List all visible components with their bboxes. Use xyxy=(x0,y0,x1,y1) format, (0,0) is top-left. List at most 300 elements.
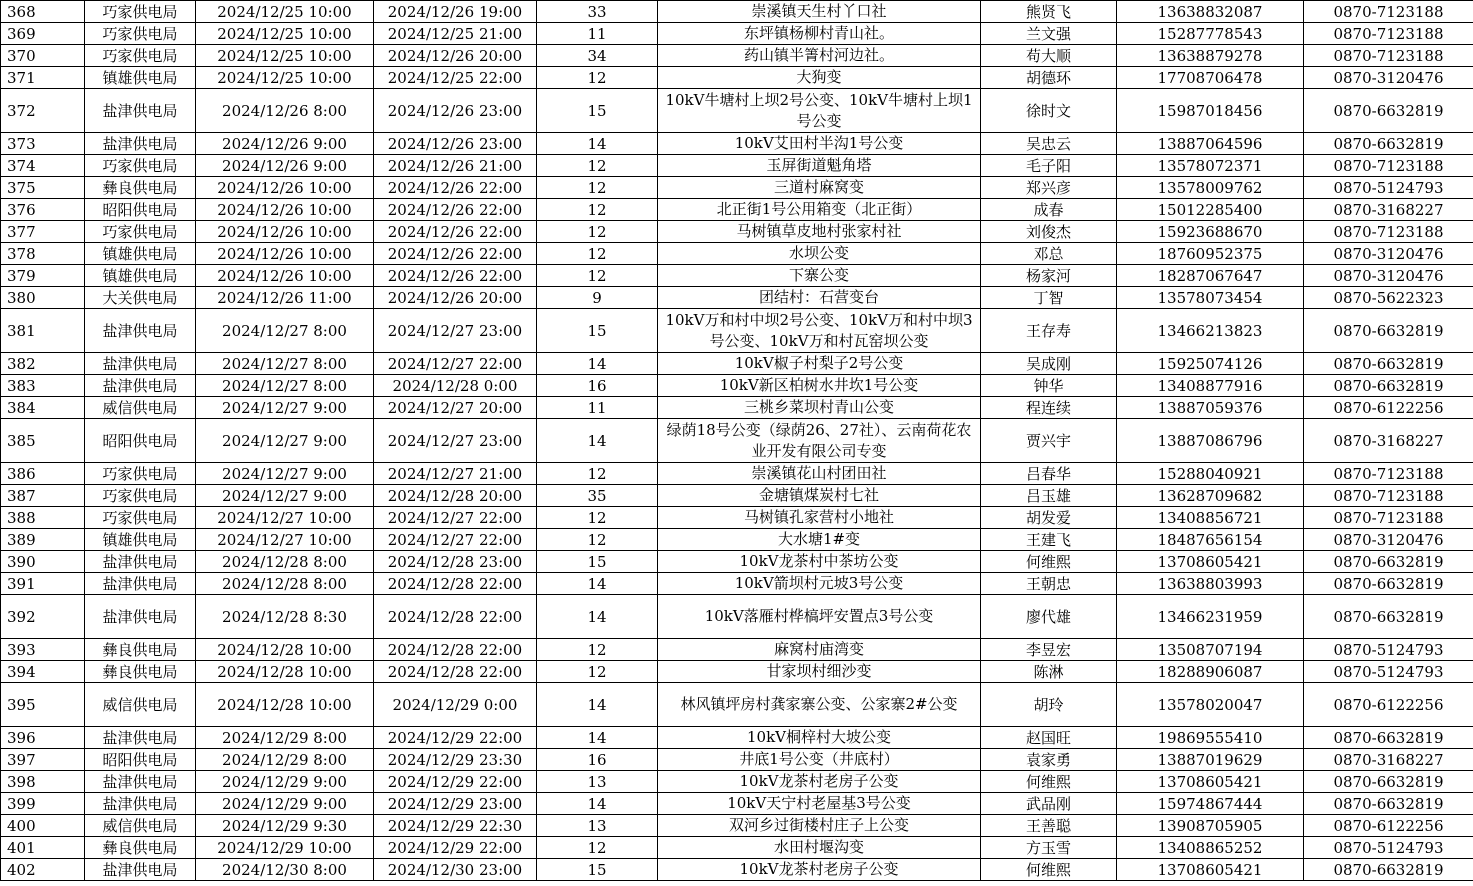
table-row xyxy=(1,529,1473,551)
end-time-cell: 2024/12/26 21:00 xyxy=(374,155,537,177)
mobile-number-cell: 13887019629 xyxy=(1117,749,1304,771)
duration-hours-cell: 12 xyxy=(537,177,658,199)
duration-hours-cell: 15 xyxy=(537,309,658,353)
outage-area-cell: 10kV桐梓村大坡公变 xyxy=(658,727,981,749)
end-time-cell: 2024/12/28 22:00 xyxy=(374,639,537,661)
end-time-cell: 2024/12/26 22:00 xyxy=(374,243,537,265)
outage-area-cell: 10kV箭坝村元坡3号公变 xyxy=(658,573,981,595)
contact-person-cell: 毛子阳 xyxy=(981,155,1117,177)
duration-hours-cell: 16 xyxy=(537,375,658,397)
end-time-cell: 2024/12/28 22:00 xyxy=(374,661,537,683)
contact-person-cell: 胡发爱 xyxy=(981,507,1117,529)
mobile-number-cell: 17708706478 xyxy=(1117,67,1304,89)
contact-person-cell: 吕春华 xyxy=(981,463,1117,485)
table-row xyxy=(1,485,1473,507)
table-row xyxy=(1,793,1473,815)
row-number-cell: 398 xyxy=(1,771,85,793)
row-number-cell: 374 xyxy=(1,155,85,177)
service-phone-cell: 0870-7123188 xyxy=(1304,155,1473,177)
row-number-cell: 382 xyxy=(1,353,85,375)
outage-area-cell: 绿荫18号公变（绿荫26、27社）、云南荷花农业开发有限公司专变 xyxy=(658,419,981,463)
duration-hours-cell: 14 xyxy=(537,573,658,595)
end-time-cell: 2024/12/27 22:00 xyxy=(374,353,537,375)
service-phone-cell: 0870-7123188 xyxy=(1304,507,1473,529)
service-phone-cell: 0870-3120476 xyxy=(1304,529,1473,551)
end-time-cell: 2024/12/26 22:00 xyxy=(374,221,537,243)
outage-area-cell: 10kV龙茶村中茶坊公变 xyxy=(658,551,981,573)
contact-person-cell: 钟华 xyxy=(981,375,1117,397)
row-number-cell: 393 xyxy=(1,639,85,661)
start-time-cell: 2024/12/28 10:00 xyxy=(196,661,374,683)
mobile-number-cell: 13408856721 xyxy=(1117,507,1304,529)
start-time-cell: 2024/12/30 8:00 xyxy=(196,859,374,881)
outage-area-cell: 药山镇半箐村河边社。 xyxy=(658,45,981,67)
service-phone-cell: 0870-6632819 xyxy=(1304,89,1473,133)
bureau-cell: 盐津供电局 xyxy=(85,859,196,881)
mobile-number-cell: 13408877916 xyxy=(1117,375,1304,397)
mobile-number-cell: 15012285400 xyxy=(1117,199,1304,221)
end-time-cell: 2024/12/26 20:00 xyxy=(374,287,537,309)
duration-hours-cell: 14 xyxy=(537,133,658,155)
bureau-cell: 镇雄供电局 xyxy=(85,243,196,265)
end-time-cell: 2024/12/26 23:00 xyxy=(374,89,537,133)
outage-area-cell: 甘家坝村细沙变 xyxy=(658,661,981,683)
table-row xyxy=(1,221,1473,243)
service-phone-cell: 0870-7123188 xyxy=(1304,1,1473,23)
contact-person-cell: 王朝忠 xyxy=(981,573,1117,595)
contact-person-cell: 徐时文 xyxy=(981,89,1117,133)
duration-hours-cell: 14 xyxy=(537,353,658,375)
table-row xyxy=(1,573,1473,595)
outage-area-cell: 10kV龙茶村老房子公变 xyxy=(658,859,981,881)
start-time-cell: 2024/12/28 8:00 xyxy=(196,551,374,573)
end-time-cell: 2024/12/29 22:00 xyxy=(374,727,537,749)
outage-area-cell: 大水塘1#变 xyxy=(658,529,981,551)
row-number-cell: 401 xyxy=(1,837,85,859)
table-row xyxy=(1,89,1473,133)
contact-person-cell: 贾兴宇 xyxy=(981,419,1117,463)
bureau-cell: 盐津供电局 xyxy=(85,89,196,133)
service-phone-cell: 0870-5124793 xyxy=(1304,661,1473,683)
mobile-number-cell: 13638879278 xyxy=(1117,45,1304,67)
table-row xyxy=(1,419,1473,463)
row-number-cell: 381 xyxy=(1,309,85,353)
row-number-cell: 369 xyxy=(1,23,85,45)
bureau-cell: 巧家供电局 xyxy=(85,45,196,67)
contact-person-cell: 邓总 xyxy=(981,243,1117,265)
service-phone-cell: 0870-6632819 xyxy=(1304,727,1473,749)
contact-person-cell: 王存寿 xyxy=(981,309,1117,353)
outage-area-cell: 金塘镇煤炭村七社 xyxy=(658,485,981,507)
contact-person-cell: 杨家河 xyxy=(981,265,1117,287)
service-phone-cell: 0870-6632819 xyxy=(1304,771,1473,793)
table-row xyxy=(1,243,1473,265)
end-time-cell: 2024/12/29 23:30 xyxy=(374,749,537,771)
service-phone-cell: 0870-3168227 xyxy=(1304,749,1473,771)
outage-area-cell: 井底1号公变（井底村） xyxy=(658,749,981,771)
start-time-cell: 2024/12/28 8:30 xyxy=(196,595,374,639)
end-time-cell: 2024/12/29 0:00 xyxy=(374,683,537,727)
end-time-cell: 2024/12/29 22:00 xyxy=(374,837,537,859)
service-phone-cell: 0870-3120476 xyxy=(1304,243,1473,265)
contact-person-cell: 方玉雪 xyxy=(981,837,1117,859)
end-time-cell: 2024/12/27 22:00 xyxy=(374,529,537,551)
bureau-cell: 巧家供电局 xyxy=(85,221,196,243)
row-number-cell: 385 xyxy=(1,419,85,463)
bureau-cell: 彝良供电局 xyxy=(85,639,196,661)
outage-area-cell: 大狗变 xyxy=(658,67,981,89)
service-phone-cell: 0870-5124793 xyxy=(1304,837,1473,859)
row-number-cell: 377 xyxy=(1,221,85,243)
contact-person-cell: 何维熙 xyxy=(981,551,1117,573)
duration-hours-cell: 12 xyxy=(537,463,658,485)
end-time-cell: 2024/12/26 19:00 xyxy=(374,1,537,23)
mobile-number-cell: 15287778543 xyxy=(1117,23,1304,45)
row-number-cell: 373 xyxy=(1,133,85,155)
bureau-cell: 巧家供电局 xyxy=(85,155,196,177)
table-row xyxy=(1,463,1473,485)
end-time-cell: 2024/12/29 22:30 xyxy=(374,815,537,837)
contact-person-cell: 廖代雄 xyxy=(981,595,1117,639)
end-time-cell: 2024/12/28 0:00 xyxy=(374,375,537,397)
bureau-cell: 巧家供电局 xyxy=(85,507,196,529)
service-phone-cell: 0870-6632819 xyxy=(1304,309,1473,353)
bureau-cell: 巧家供电局 xyxy=(85,485,196,507)
start-time-cell: 2024/12/28 10:00 xyxy=(196,683,374,727)
start-time-cell: 2024/12/26 8:00 xyxy=(196,89,374,133)
start-time-cell: 2024/12/25 10:00 xyxy=(196,67,374,89)
mobile-number-cell: 13466231959 xyxy=(1117,595,1304,639)
duration-hours-cell: 12 xyxy=(537,67,658,89)
table-row xyxy=(1,815,1473,837)
duration-hours-cell: 16 xyxy=(537,749,658,771)
contact-person-cell: 王善聪 xyxy=(981,815,1117,837)
table-row xyxy=(1,727,1473,749)
outage-area-cell: 10kV艾田村半沟1号公变 xyxy=(658,133,981,155)
end-time-cell: 2024/12/26 20:00 xyxy=(374,45,537,67)
contact-person-cell: 郑兴彦 xyxy=(981,177,1117,199)
contact-person-cell: 程连续 xyxy=(981,397,1117,419)
end-time-cell: 2024/12/25 21:00 xyxy=(374,23,537,45)
bureau-cell: 巧家供电局 xyxy=(85,463,196,485)
row-number-cell: 392 xyxy=(1,595,85,639)
table-row xyxy=(1,287,1473,309)
contact-person-cell: 吴忠云 xyxy=(981,133,1117,155)
start-time-cell: 2024/12/25 10:00 xyxy=(196,23,374,45)
duration-hours-cell: 12 xyxy=(537,199,658,221)
duration-hours-cell: 12 xyxy=(537,243,658,265)
bureau-cell: 巧家供电局 xyxy=(85,1,196,23)
start-time-cell: 2024/12/26 10:00 xyxy=(196,265,374,287)
outage-area-cell: 崇溪镇天生村丫口社 xyxy=(658,1,981,23)
bureau-cell: 威信供电局 xyxy=(85,683,196,727)
start-time-cell: 2024/12/26 10:00 xyxy=(196,177,374,199)
table-row xyxy=(1,375,1473,397)
duration-hours-cell: 11 xyxy=(537,397,658,419)
bureau-cell: 昭阳供电局 xyxy=(85,199,196,221)
contact-person-cell: 成春 xyxy=(981,199,1117,221)
duration-hours-cell: 35 xyxy=(537,485,658,507)
service-phone-cell: 0870-6122256 xyxy=(1304,683,1473,727)
mobile-number-cell: 18760952375 xyxy=(1117,243,1304,265)
service-phone-cell: 0870-5124793 xyxy=(1304,639,1473,661)
start-time-cell: 2024/12/27 8:00 xyxy=(196,375,374,397)
contact-person-cell: 王建飞 xyxy=(981,529,1117,551)
bureau-cell: 镇雄供电局 xyxy=(85,265,196,287)
duration-hours-cell: 12 xyxy=(537,661,658,683)
contact-person-cell: 熊贤飞 xyxy=(981,1,1117,23)
duration-hours-cell: 12 xyxy=(537,507,658,529)
service-phone-cell: 0870-6632819 xyxy=(1304,859,1473,881)
table-row xyxy=(1,771,1473,793)
mobile-number-cell: 15923688670 xyxy=(1117,221,1304,243)
duration-hours-cell: 12 xyxy=(537,155,658,177)
end-time-cell: 2024/12/26 22:00 xyxy=(374,199,537,221)
mobile-number-cell: 13887086796 xyxy=(1117,419,1304,463)
contact-person-cell: 兰文强 xyxy=(981,23,1117,45)
row-number-cell: 391 xyxy=(1,573,85,595)
mobile-number-cell: 13708605421 xyxy=(1117,551,1304,573)
mobile-number-cell: 13887059376 xyxy=(1117,397,1304,419)
service-phone-cell: 0870-6122256 xyxy=(1304,397,1473,419)
service-phone-cell: 0870-3168227 xyxy=(1304,419,1473,463)
mobile-number-cell: 13466213823 xyxy=(1117,309,1304,353)
duration-hours-cell: 15 xyxy=(537,859,658,881)
start-time-cell: 2024/12/26 10:00 xyxy=(196,221,374,243)
outage-area-cell: 三桃乡菜坝村青山公变 xyxy=(658,397,981,419)
end-time-cell: 2024/12/26 22:00 xyxy=(374,265,537,287)
row-number-cell: 371 xyxy=(1,67,85,89)
service-phone-cell: 0870-6632819 xyxy=(1304,375,1473,397)
end-time-cell: 2024/12/27 20:00 xyxy=(374,397,537,419)
duration-hours-cell: 12 xyxy=(537,639,658,661)
table-row xyxy=(1,749,1473,771)
bureau-cell: 盐津供电局 xyxy=(85,309,196,353)
outage-area-cell: 麻窝村庙湾变 xyxy=(658,639,981,661)
table-row xyxy=(1,639,1473,661)
row-number-cell: 389 xyxy=(1,529,85,551)
end-time-cell: 2024/12/28 23:00 xyxy=(374,551,537,573)
outage-area-cell: 10kV牛塘村上坝2号公变、10kV牛塘村上坝1号公变 xyxy=(658,89,981,133)
table-row xyxy=(1,133,1473,155)
row-number-cell: 375 xyxy=(1,177,85,199)
service-phone-cell: 0870-6632819 xyxy=(1304,595,1473,639)
mobile-number-cell: 13578072371 xyxy=(1117,155,1304,177)
mobile-number-cell: 13578009762 xyxy=(1117,177,1304,199)
service-phone-cell: 0870-3168227 xyxy=(1304,199,1473,221)
mobile-number-cell: 13628709682 xyxy=(1117,485,1304,507)
service-phone-cell: 0870-7123188 xyxy=(1304,23,1473,45)
service-phone-cell: 0870-6632819 xyxy=(1304,793,1473,815)
row-number-cell: 379 xyxy=(1,265,85,287)
outage-area-cell: 双河乡过街楼村庄子上公变 xyxy=(658,815,981,837)
service-phone-cell: 0870-7123188 xyxy=(1304,463,1473,485)
start-time-cell: 2024/12/26 9:00 xyxy=(196,133,374,155)
end-time-cell: 2024/12/28 22:00 xyxy=(374,573,537,595)
mobile-number-cell: 18487656154 xyxy=(1117,529,1304,551)
service-phone-cell: 0870-7123188 xyxy=(1304,221,1473,243)
mobile-number-cell: 13638832087 xyxy=(1117,1,1304,23)
bureau-cell: 盐津供电局 xyxy=(85,133,196,155)
start-time-cell: 2024/12/27 9:00 xyxy=(196,419,374,463)
bureau-cell: 镇雄供电局 xyxy=(85,529,196,551)
row-number-cell: 394 xyxy=(1,661,85,683)
start-time-cell: 2024/12/26 9:00 xyxy=(196,155,374,177)
bureau-cell: 彝良供电局 xyxy=(85,837,196,859)
contact-person-cell: 吴成刚 xyxy=(981,353,1117,375)
mobile-number-cell: 15974867444 xyxy=(1117,793,1304,815)
bureau-cell: 盐津供电局 xyxy=(85,595,196,639)
table-row xyxy=(1,199,1473,221)
end-time-cell: 2024/12/28 20:00 xyxy=(374,485,537,507)
outage-area-cell: 北正街1号公用箱变（北正街） xyxy=(658,199,981,221)
mobile-number-cell: 13887064596 xyxy=(1117,133,1304,155)
table-row xyxy=(1,309,1473,353)
start-time-cell: 2024/12/25 10:00 xyxy=(196,45,374,67)
bureau-cell: 彝良供电局 xyxy=(85,177,196,199)
start-time-cell: 2024/12/29 8:00 xyxy=(196,727,374,749)
mobile-number-cell: 15925074126 xyxy=(1117,353,1304,375)
contact-person-cell: 武品刚 xyxy=(981,793,1117,815)
mobile-number-cell: 15987018456 xyxy=(1117,89,1304,133)
start-time-cell: 2024/12/27 10:00 xyxy=(196,507,374,529)
bureau-cell: 彝良供电局 xyxy=(85,661,196,683)
bureau-cell: 盐津供电局 xyxy=(85,353,196,375)
duration-hours-cell: 15 xyxy=(537,551,658,573)
outage-area-cell: 马树镇草皮地村张家村社 xyxy=(658,221,981,243)
row-number-cell: 399 xyxy=(1,793,85,815)
table-row xyxy=(1,661,1473,683)
start-time-cell: 2024/12/27 9:00 xyxy=(196,485,374,507)
end-time-cell: 2024/12/27 22:00 xyxy=(374,507,537,529)
table-row xyxy=(1,551,1473,573)
row-number-cell: 372 xyxy=(1,89,85,133)
row-number-cell: 388 xyxy=(1,507,85,529)
duration-hours-cell: 12 xyxy=(537,529,658,551)
end-time-cell: 2024/12/27 21:00 xyxy=(374,463,537,485)
contact-person-cell: 苟大顺 xyxy=(981,45,1117,67)
outage-area-cell: 玉屏街道魁角塔 xyxy=(658,155,981,177)
table-row xyxy=(1,507,1473,529)
row-number-cell: 396 xyxy=(1,727,85,749)
mobile-number-cell: 13408865252 xyxy=(1117,837,1304,859)
row-number-cell: 402 xyxy=(1,859,85,881)
table-row xyxy=(1,177,1473,199)
table-row xyxy=(1,23,1473,45)
start-time-cell: 2024/12/28 8:00 xyxy=(196,573,374,595)
contact-person-cell: 胡玲 xyxy=(981,683,1117,727)
service-phone-cell: 0870-7123188 xyxy=(1304,45,1473,67)
start-time-cell: 2024/12/27 10:00 xyxy=(196,529,374,551)
contact-person-cell: 赵国旺 xyxy=(981,727,1117,749)
outage-area-cell: 10kV落雁村桦槁坪安置点3号公变 xyxy=(658,595,981,639)
start-time-cell: 2024/12/25 10:00 xyxy=(196,1,374,23)
table-row xyxy=(1,155,1473,177)
table-row xyxy=(1,595,1473,639)
row-number-cell: 378 xyxy=(1,243,85,265)
bureau-cell: 大关供电局 xyxy=(85,287,196,309)
row-number-cell: 370 xyxy=(1,45,85,67)
contact-person-cell: 何维熙 xyxy=(981,859,1117,881)
start-time-cell: 2024/12/29 9:00 xyxy=(196,771,374,793)
duration-hours-cell: 9 xyxy=(537,287,658,309)
service-phone-cell: 0870-5124793 xyxy=(1304,177,1473,199)
outage-area-cell: 马树镇孔家营村小地社 xyxy=(658,507,981,529)
table-row xyxy=(1,45,1473,67)
mobile-number-cell: 19869555410 xyxy=(1117,727,1304,749)
duration-hours-cell: 12 xyxy=(537,221,658,243)
duration-hours-cell: 13 xyxy=(537,771,658,793)
row-number-cell: 387 xyxy=(1,485,85,507)
end-time-cell: 2024/12/28 22:00 xyxy=(374,595,537,639)
row-number-cell: 383 xyxy=(1,375,85,397)
bureau-cell: 巧家供电局 xyxy=(85,23,196,45)
duration-hours-cell: 33 xyxy=(537,1,658,23)
duration-hours-cell: 13 xyxy=(537,815,658,837)
contact-person-cell: 吕玉雄 xyxy=(981,485,1117,507)
bureau-cell: 昭阳供电局 xyxy=(85,749,196,771)
end-time-cell: 2024/12/30 23:00 xyxy=(374,859,537,881)
duration-hours-cell: 12 xyxy=(537,265,658,287)
mobile-number-cell: 13908705905 xyxy=(1117,815,1304,837)
end-time-cell: 2024/12/25 22:00 xyxy=(374,67,537,89)
start-time-cell: 2024/12/27 8:00 xyxy=(196,309,374,353)
contact-person-cell: 袁家勇 xyxy=(981,749,1117,771)
bureau-cell: 盐津供电局 xyxy=(85,573,196,595)
outage-area-cell: 东坪镇杨柳村青山社。 xyxy=(658,23,981,45)
row-number-cell: 376 xyxy=(1,199,85,221)
start-time-cell: 2024/12/27 9:00 xyxy=(196,397,374,419)
row-number-cell: 390 xyxy=(1,551,85,573)
mobile-number-cell: 15288040921 xyxy=(1117,463,1304,485)
row-number-cell: 386 xyxy=(1,463,85,485)
bureau-cell: 威信供电局 xyxy=(85,815,196,837)
start-time-cell: 2024/12/29 9:30 xyxy=(196,815,374,837)
outage-area-cell: 10kV新区柏树水井坎1号公变 xyxy=(658,375,981,397)
table-row xyxy=(1,353,1473,375)
start-time-cell: 2024/12/27 9:00 xyxy=(196,463,374,485)
duration-hours-cell: 12 xyxy=(537,837,658,859)
end-time-cell: 2024/12/27 23:00 xyxy=(374,419,537,463)
duration-hours-cell: 14 xyxy=(537,727,658,749)
bureau-cell: 昭阳供电局 xyxy=(85,419,196,463)
contact-person-cell: 刘俊杰 xyxy=(981,221,1117,243)
mobile-number-cell: 13708605421 xyxy=(1117,859,1304,881)
table-row xyxy=(1,397,1473,419)
mobile-number-cell: 13708605421 xyxy=(1117,771,1304,793)
outage-area-cell: 10kV椒子村梨子2号公变 xyxy=(658,353,981,375)
start-time-cell: 2024/12/29 9:00 xyxy=(196,793,374,815)
service-phone-cell: 0870-7123188 xyxy=(1304,485,1473,507)
row-number-cell: 397 xyxy=(1,749,85,771)
row-number-cell: 368 xyxy=(1,1,85,23)
service-phone-cell: 0870-6122256 xyxy=(1304,815,1473,837)
duration-hours-cell: 14 xyxy=(537,683,658,727)
outage-area-cell: 水田村堰沟变 xyxy=(658,837,981,859)
table-row xyxy=(1,1,1473,23)
mobile-number-cell: 13578020047 xyxy=(1117,683,1304,727)
start-time-cell: 2024/12/27 8:00 xyxy=(196,353,374,375)
table-row xyxy=(1,837,1473,859)
outage-area-cell: 团结村：石营变台 xyxy=(658,287,981,309)
outage-area-cell: 10kV万和村中坝2号公变、10kV万和村中坝3号公变、10kV万和村瓦窑坝公变 xyxy=(658,309,981,353)
contact-person-cell: 李昱宏 xyxy=(981,639,1117,661)
end-time-cell: 2024/12/27 23:00 xyxy=(374,309,537,353)
contact-person-cell: 丁智 xyxy=(981,287,1117,309)
outage-area-cell: 10kV天宁村老屋基3号公变 xyxy=(658,793,981,815)
start-time-cell: 2024/12/26 11:00 xyxy=(196,287,374,309)
row-number-cell: 395 xyxy=(1,683,85,727)
